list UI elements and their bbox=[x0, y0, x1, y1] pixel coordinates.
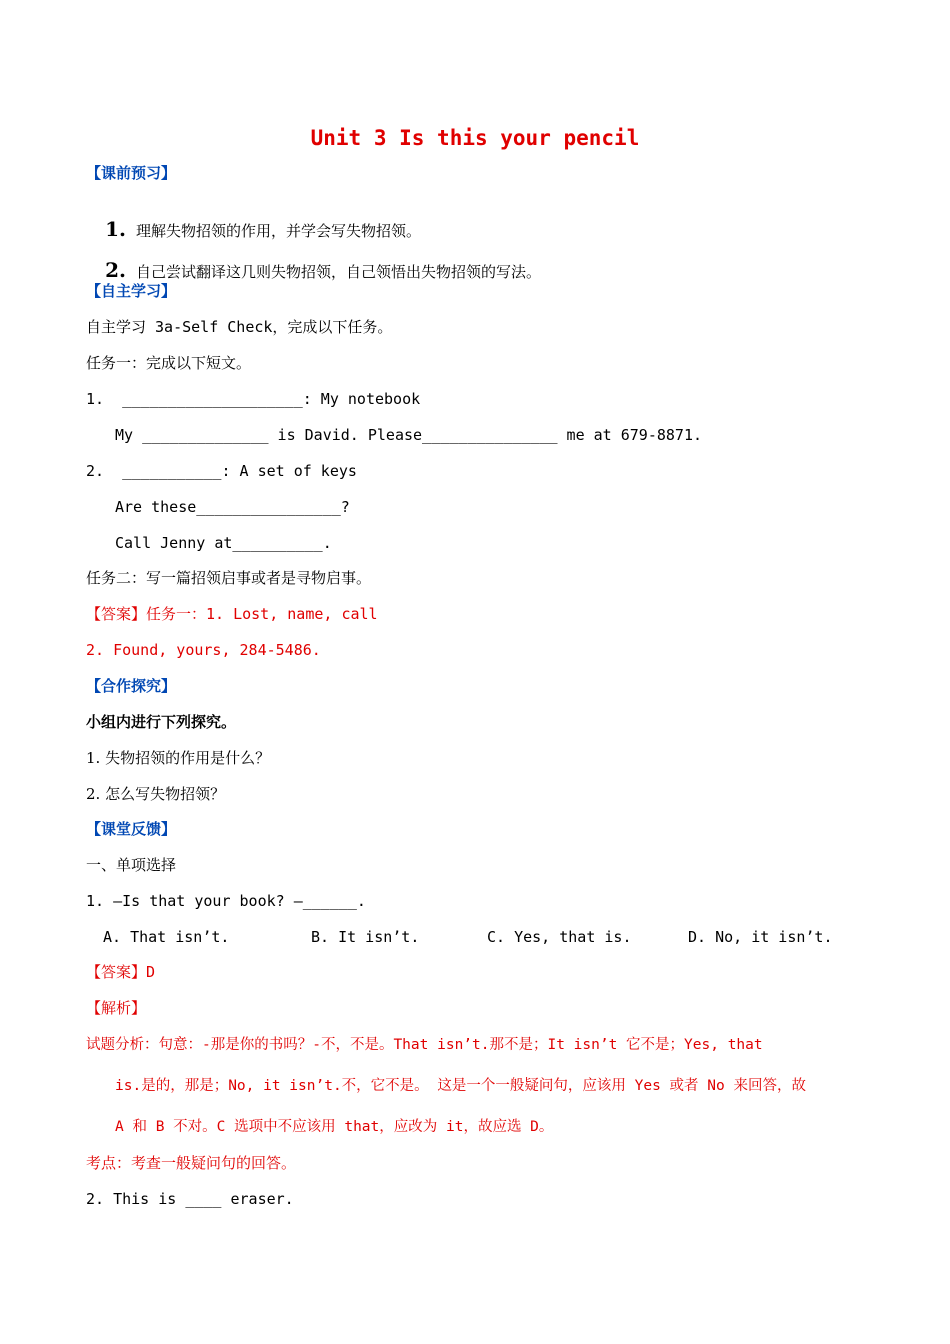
answer-line-2: 2. Found, yours, 284-5486. bbox=[86, 641, 321, 659]
page-title: Unit 3 Is this your pencil bbox=[310, 126, 640, 150]
exercise-2-line-2: Are these________________? bbox=[115, 498, 350, 516]
exercise-2-line-1: 2. ___________: A set of keys bbox=[86, 462, 357, 480]
option-b: B. It isn’t. bbox=[311, 928, 420, 946]
exercise-1-line-1: 1. ____________________: My notebook bbox=[86, 390, 421, 408]
analysis-line-2: is.是的，那是；No, it isn’t.不，它不是。 这是一个一般疑问句，应该用 Yes 或者 No 来回答，故 bbox=[115, 1078, 806, 1094]
cooperate-question-1: 1. 失物招领的作用是什么？ bbox=[86, 749, 271, 767]
test-point: 考点：考查一般疑问句的回答。 bbox=[86, 1154, 297, 1172]
analysis-heading: 【解析】 bbox=[86, 999, 147, 1017]
answer-label: 【答案】D bbox=[86, 963, 156, 981]
preview-item-number: 2. bbox=[105, 258, 126, 282]
cooperate-question-2: 2. 怎么写失物招领？ bbox=[86, 785, 226, 803]
task-two-heading: 任务二：写一篇招领启事或者是寻物启事。 bbox=[86, 569, 372, 587]
section-heading-preview: 【课前预习】 bbox=[86, 164, 177, 182]
self-study-intro: 自主学习 3a-Self Check，完成以下任务。 bbox=[86, 318, 393, 336]
preview-item-number: 1. bbox=[105, 217, 126, 241]
preview-item-text: 理解失物招领的作用，并学会写失物招领。 bbox=[135, 222, 421, 240]
part-heading: 一、单项选择 bbox=[86, 856, 177, 874]
answer-line-1: 【答案】任务一：1. Lost, name, call bbox=[86, 605, 378, 623]
option-d: D. No, it isn’t. bbox=[688, 928, 833, 946]
analysis-line-1: 试题分析：句意：-那是你的书吗？-不，不是。That isn’t.那不是；It isn’t 它不是；Yes, that bbox=[86, 1037, 763, 1053]
analysis-line-3: A 和 B 不对。C 选项中不应该用 that，应改为 it，故应选 D。 bbox=[115, 1119, 554, 1135]
question-2: 2. This is ____ eraser. bbox=[86, 1190, 294, 1208]
section-heading-cooperate: 【合作探究】 bbox=[86, 677, 177, 695]
task-one-heading: 任务一：完成以下短文。 bbox=[86, 354, 252, 372]
exercise-1-line-2: My ______________ is David. Please_______________ me at 679-8871. bbox=[115, 426, 702, 444]
exercise-2-line-3: Call Jenny at__________. bbox=[115, 534, 332, 552]
option-a: A. That isn’t. bbox=[103, 928, 230, 946]
option-c: C. Yes, that is. bbox=[487, 928, 632, 946]
preview-item-text: 自己尝试翻译这几则失物招领，自己领悟出失物招领的写法。 bbox=[135, 263, 541, 281]
section-heading-feedback: 【课堂反馈】 bbox=[86, 820, 177, 838]
section-heading-self-study: 【自主学习】 bbox=[86, 282, 177, 300]
question-1: 1. —Is that your book? —______. bbox=[86, 892, 366, 910]
cooperate-intro: 小组内进行下列探究。 bbox=[86, 713, 237, 731]
